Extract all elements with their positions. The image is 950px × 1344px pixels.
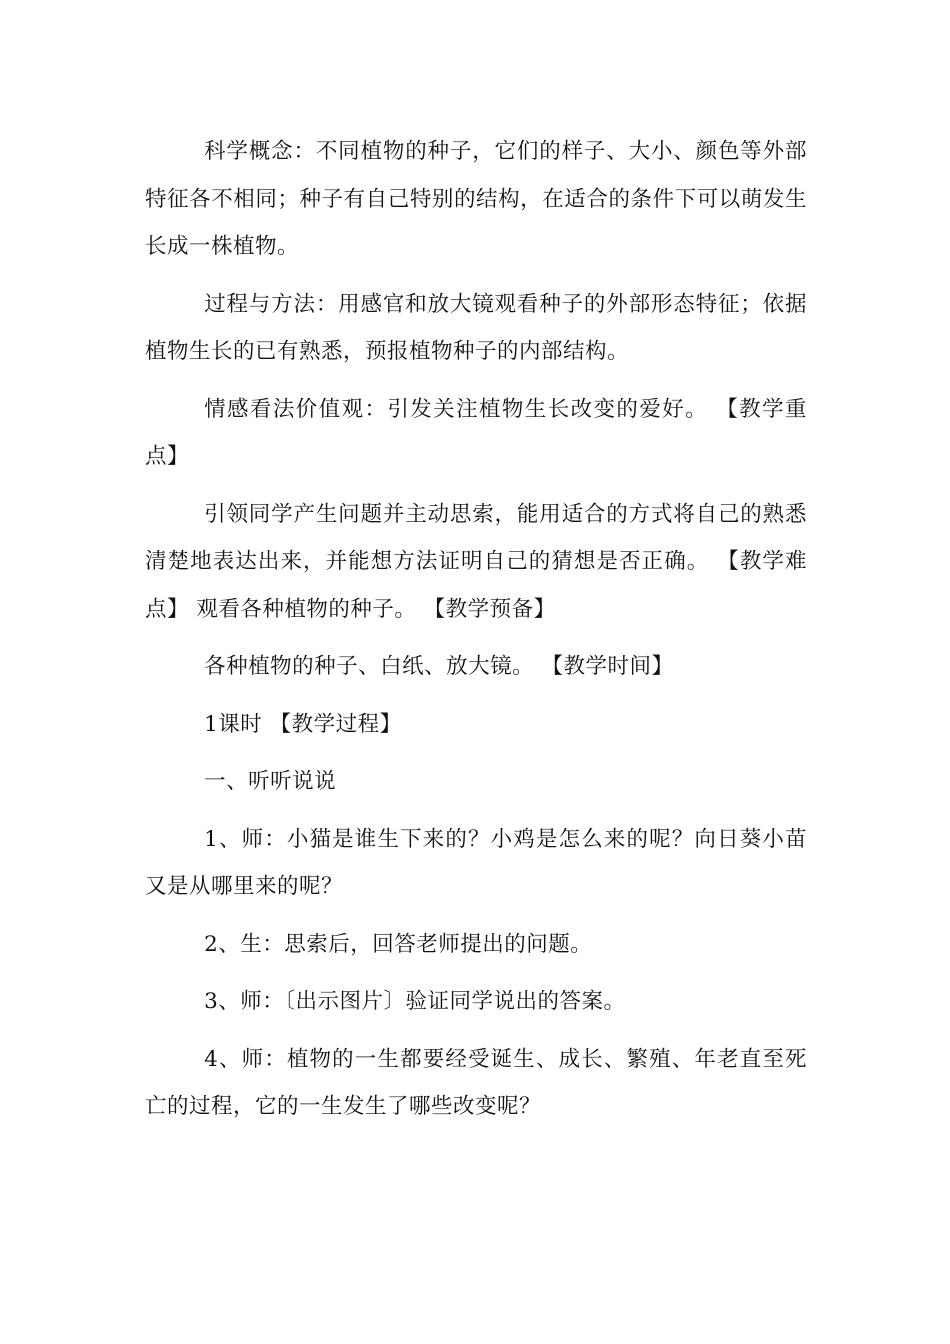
paragraph-preparation: 各种植物的种子、白纸、放大镜。 【教学时间】 [204,654,674,679]
paragraph-step-4: 4、师：植物的一生都要经受诞生、成长、繁殖、年老直至死亡的过程，它的一生发生了哪些改变呢？ [145,1046,807,1119]
paragraph-step-3: 3、师：〔出示图片〕验证同学说出的答案。 [204,989,626,1014]
paragraph-emotion-values: 情感看法价值观：引发关注植物生长改变的爱好。 【教学重点】 [145,396,807,469]
paragraph-key-points: 引领同学产生问题并主动思索，能用适合的方式将自己的熟悉清楚地表达出来，并能想方法证明自己的猜想是否正确。 【教学难点】 观看各种植物的种子。 【教学预备】 [145,501,807,622]
paragraph-time: 1课时 【教学过程】 [204,711,402,737]
paragraph-step-1: 1、师：小猫是谁生下来的？小鸡是怎么来的呢？向日葵小苗又是从哪里来的呢？ [145,826,807,899]
paragraph-science-concept: 科学概念：不同植物的种子，它们的样子、大小、颜色等外部特征各不相同；种子有自己特别的结构，在适合的条件下可以萌发生长成一株植物。 [145,139,807,259]
paragraph-process-method: 过程与方法：用感官和放大镜观看种子的外部形态特征；依据植物生长的已有熟悉，预报植物种子的内部结构。 [145,291,807,364]
text-body [145,128,807,1141]
paragraph-section-heading: 一、听听说说 [204,769,337,794]
paragraph-step-2: 2、生：思索后，回答老师提出的问题。 [204,931,593,957]
